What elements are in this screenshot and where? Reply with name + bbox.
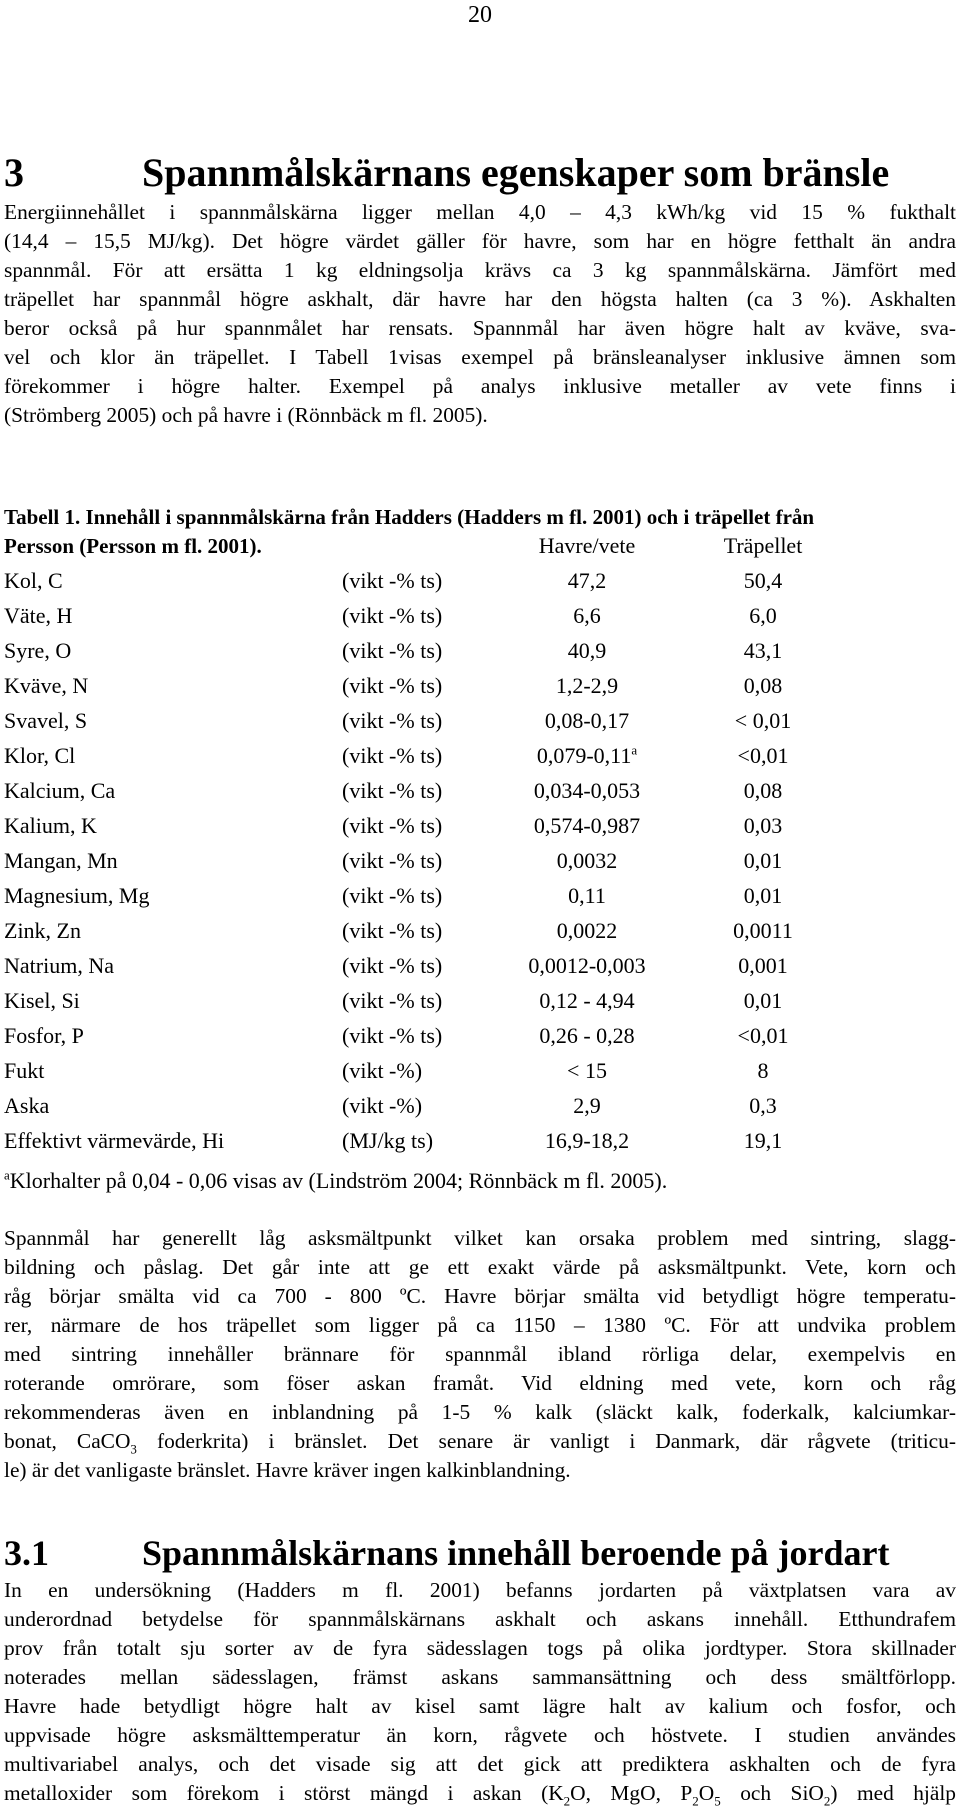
cell-text: <0,01 <box>737 742 789 768</box>
text-line: underordnad betydelse för spannmålskärnans askhalt och askans innehåll. Etthundrafem <box>4 1607 956 1631</box>
cell-text: 0,0012-0,003 <box>528 952 646 978</box>
text-line: råg börjar smälta vid ca 700 - 800 ºC. Havre börjar smälta vid betydligt högre temperatu- <box>4 1284 956 1308</box>
cell-text: (vikt -% ts) <box>342 707 443 733</box>
cell-text: 1,2-2,9 <box>555 672 619 698</box>
cell-text: <0,01 <box>737 1022 789 1048</box>
cell-text: Effektivt värmevärde, Hi <box>4 1127 225 1153</box>
trapellet-value-cell <box>682 738 844 773</box>
cell-text: 0,001 <box>738 952 788 978</box>
page-number: 20 <box>468 2 492 28</box>
havre-vete-value-cell <box>492 633 682 668</box>
soil-paragraph <box>4 1576 956 1808</box>
section-heading <box>4 150 956 196</box>
table-row <box>4 843 844 878</box>
table-body <box>4 563 844 1158</box>
text-line: prov från totalt sju sorter av de fyra sädesslagen togs på olika jordtyper. Stora skillnader <box>4 1636 956 1660</box>
footnote-marker: a <box>4 1167 10 1183</box>
subscript: 2 <box>692 1793 699 1809</box>
cell-text: 0,08-0,17 <box>544 707 630 733</box>
cell-text: 2,9 <box>573 1092 601 1118</box>
cell-text: Väte, H <box>4 602 73 628</box>
footnote-marker: a <box>631 742 638 758</box>
text-line: rer, närmare de hos träpellet som ligger på ca 1150 – 1380 ºC. För att undvika problem <box>4 1313 956 1337</box>
trapellet-value-cell <box>682 1088 844 1123</box>
element-name-cell <box>4 703 342 738</box>
havre-vete-value-cell <box>492 598 682 633</box>
subscript: 3 <box>130 1441 137 1457</box>
cell-text: Mangan, Mn <box>4 847 118 873</box>
text-fragment: metalloxider som förekom i störst mängd i askan (K <box>4 1781 564 1805</box>
header-cell <box>4 528 342 563</box>
section-title: Spannmålskärnans egenskaper som bränsle <box>142 150 890 195</box>
cell-text: Klor, Cl <box>4 742 76 768</box>
unit-cell <box>342 843 492 878</box>
cell-text: 0,01 <box>743 847 783 873</box>
trapellet-value-cell <box>682 703 844 738</box>
text-line: le) är det vanligaste bränslet. Havre kräver ingen kalkinblandning. <box>4 1458 571 1482</box>
cell-text: 8 <box>757 1057 769 1083</box>
text-line: beror också på hur spannmålet har rensats. Spannmål har även högre halt av kväve, sva- <box>4 316 956 340</box>
element-name-cell <box>4 1053 342 1088</box>
unit-cell <box>342 1088 492 1123</box>
cell-text: Kol, C <box>4 567 63 593</box>
table-row <box>4 948 844 983</box>
cell-text: (vikt -% ts) <box>342 917 443 943</box>
table-row <box>4 1088 844 1123</box>
havre-vete-value-cell <box>492 1088 682 1123</box>
text-fragment: O <box>698 1781 715 1805</box>
cell-text: (vikt -% ts) <box>342 567 443 593</box>
subscript: 5 <box>714 1793 721 1809</box>
cell-text: 0,3 <box>749 1092 777 1118</box>
havre-vete-value-cell <box>492 843 682 878</box>
unit-cell <box>342 1053 492 1088</box>
cell-text: (vikt -% ts) <box>342 987 443 1013</box>
cell-text: Fosfor, P <box>4 1022 84 1048</box>
cell-text: (vikt -%) <box>342 1092 423 1118</box>
text-fragment: bonat, CaCO <box>4 1429 131 1453</box>
havre-vete-value-cell <box>492 1123 682 1158</box>
table-row <box>4 773 844 808</box>
text-line: bildning och påslag. Det går inte att ge ett exakt värde på asksmältpunkt. Vete, korn och <box>4 1255 956 1279</box>
element-name-cell <box>4 843 342 878</box>
trapellet-value-cell <box>682 1018 844 1053</box>
text-line: Spannmål har generellt låg asksmältpunkt vilket kan orsaka problem med sintring, slagg- <box>4 1226 956 1250</box>
trapellet-value-cell <box>682 598 844 633</box>
unit-cell <box>342 1018 492 1053</box>
cell-text: 0,26 - 0,28 <box>539 1022 635 1048</box>
cell-text: 0,03 <box>743 812 783 838</box>
havre-vete-value-cell <box>492 738 682 773</box>
text-line: träpellet har spannmål högre askhalt, där havre har den högsta halten (ca 3 %). Askhalten <box>4 287 956 311</box>
trapellet-value-cell <box>682 948 844 983</box>
caption-line: Persson (Persson m fl. 2001). <box>4 534 262 558</box>
text-line: vel och klor än träpellet. I Tabell 1visas exempel på bränsleanalyser inklusive ämnen som <box>4 345 956 369</box>
table-row <box>4 1018 844 1053</box>
text-line: (Strömberg 2005) och på havre i (Rönnbäck m fl. 2005). <box>4 403 488 427</box>
cell-text: 6,0 <box>749 602 777 628</box>
unit-cell <box>342 563 492 598</box>
cell-text: 40,9 <box>567 637 607 663</box>
table-row <box>4 1123 844 1158</box>
subsection-number: 3.1 <box>4 1533 49 1573</box>
trapellet-value-cell <box>682 878 844 913</box>
caption-line: Tabell 1. Innehåll i spannmålskärna från Hadders (Hadders m fl. 2001) och i träpellet från <box>4 505 815 529</box>
trapellet-value-cell <box>682 633 844 668</box>
unit-cell <box>342 1123 492 1158</box>
cell-text: < 0,01 <box>734 707 792 733</box>
header-havre-vete: Havre/vete <box>538 532 636 558</box>
cell-text: Aska <box>4 1092 50 1118</box>
ash-melting-paragraph <box>4 1224 956 1485</box>
text-fragment: foderkrita) i bränslet. Det senare är vanligt i Danmark, där rågvete (triticu- <box>136 1429 956 1453</box>
trapellet-value-cell <box>682 1123 844 1158</box>
cell-text: (vikt -% ts) <box>342 882 443 908</box>
element-name-cell <box>4 633 342 668</box>
cell-text: 0,0011 <box>733 917 793 943</box>
cell-text: Kalium, K <box>4 812 97 838</box>
table-row <box>4 1053 844 1088</box>
cell-text: Kisel, Si <box>4 987 80 1013</box>
cell-text: 0,08 <box>743 777 783 803</box>
cell-text: (MJ/kg ts) <box>342 1127 434 1153</box>
unit-cell <box>342 878 492 913</box>
havre-vete-value-cell <box>492 1018 682 1053</box>
havre-vete-value-cell <box>492 808 682 843</box>
unit-cell <box>342 808 492 843</box>
trapellet-value-cell <box>682 913 844 948</box>
element-name-cell <box>4 598 342 633</box>
element-name-cell <box>4 983 342 1018</box>
element-name-cell <box>4 808 342 843</box>
subsection-heading <box>4 1532 956 1574</box>
cell-text: Fukt <box>4 1057 45 1083</box>
cell-text: 43,1 <box>743 637 783 663</box>
text-line: Energiinnehållet i spannmålskärna ligger mellan 4,0 – 4,3 kWh/kg vid 15 % fukthalt <box>4 200 956 224</box>
cell-text: Syre, O <box>4 637 72 663</box>
trapellet-value-cell <box>682 668 844 703</box>
footnote-text: Klorhalter på 0,04 - 0,06 visas av (Lindström 2004; Rönnbäck m fl. 2005). <box>9 1168 668 1193</box>
cell-text: < 15 <box>567 1057 607 1083</box>
havre-vete-value-cell <box>492 668 682 703</box>
unit-cell <box>342 668 492 703</box>
trapellet-value-cell <box>682 983 844 1018</box>
havre-vete-value-cell <box>492 983 682 1018</box>
cell-text: 0,01 <box>743 987 783 1013</box>
text-line: spannmål. För att ersätta 1 kg eldningsolja krävs ca 3 kg spannmålskärna. Jämfört med <box>4 258 956 282</box>
cell-text: 47,2 <box>567 567 607 593</box>
cell-text: 6,6 <box>573 602 601 628</box>
havre-vete-value-cell <box>492 773 682 808</box>
intro-paragraph <box>4 198 956 430</box>
havre-vete-value-cell <box>492 878 682 913</box>
text-line: noterades mellan sädesslagen, främst askans sammansättning och dess smältförlopp. <box>4 1665 956 1689</box>
cell-text: 0,079-0,11 <box>536 742 632 768</box>
cell-text: 0,034-0,053 <box>533 777 641 803</box>
text-line: uppvisade högre asksmälttemperatur än korn, rågvete och höstvete. I studien användes <box>4 1723 956 1747</box>
cell-text: (vikt -% ts) <box>342 777 443 803</box>
cell-text: Natrium, Na <box>4 952 114 978</box>
cell-text: (vikt -% ts) <box>342 637 443 663</box>
unit-cell <box>342 913 492 948</box>
text-line: rekommenderas även en inblandning på 1-5 % kalk (släckt kalk, foderkalk, kalciumkar- <box>4 1400 956 1424</box>
table-row <box>4 878 844 913</box>
text-line: multivariabel analys, och det visade sig att det gick att prediktera askhalten och de fyra <box>4 1752 956 1776</box>
unit-cell <box>342 703 492 738</box>
element-name-cell <box>4 913 342 948</box>
subscript: 2 <box>563 1793 571 1809</box>
cell-text: 0,0032 <box>556 847 618 873</box>
text-fragment: O, MgO, P <box>570 1781 693 1805</box>
cell-text: (vikt -%) <box>342 1057 423 1083</box>
element-name-cell <box>4 1088 342 1123</box>
text-line <box>4 1427 956 1456</box>
cell-text: Magnesium, Mg <box>4 882 150 908</box>
fuel-analysis-table <box>4 528 844 1158</box>
table-row <box>4 983 844 1018</box>
text-fragment: ) med hjälp <box>830 1781 957 1805</box>
cell-text: (vikt -% ts) <box>342 672 443 698</box>
table-row <box>4 563 844 598</box>
table-footnote <box>4 1166 667 1196</box>
text-fragment: och SiO <box>720 1781 824 1805</box>
unit-cell <box>342 983 492 1018</box>
havre-vete-value-cell <box>492 1053 682 1088</box>
cell-text: (vikt -% ts) <box>342 742 443 768</box>
element-name-cell <box>4 738 342 773</box>
text-line: förekommer i högre halter. Exempel på analys inklusive metaller av vete finns i <box>4 374 956 398</box>
table-row <box>4 738 844 773</box>
table-row <box>4 668 844 703</box>
table-row <box>4 808 844 843</box>
text-line <box>4 1779 956 1808</box>
table-row <box>4 633 844 668</box>
cell-text: Svavel, S <box>4 707 88 733</box>
unit-cell <box>342 738 492 773</box>
cell-text: 0,08 <box>743 672 783 698</box>
trapellet-value-cell <box>682 773 844 808</box>
element-name-cell <box>4 1018 342 1053</box>
cell-text: 0,0022 <box>556 917 618 943</box>
unit-cell <box>342 598 492 633</box>
table-row <box>4 703 844 738</box>
cell-text: (vikt -% ts) <box>342 847 443 873</box>
text-line: roterande omrörare, som föser askan framåt. Vid eldning med vete, korn och råg <box>4 1371 956 1395</box>
text-line: In en undersökning (Hadders m fl. 2001) befanns jordarten på växtplatsen vara av <box>4 1578 956 1602</box>
cell-text: 0,12 - 4,94 <box>539 987 635 1013</box>
unit-cell <box>342 633 492 668</box>
section-number: 3 <box>4 150 24 195</box>
cell-text: (vikt -% ts) <box>342 812 443 838</box>
element-name-cell <box>4 668 342 703</box>
subscript: 2 <box>823 1793 831 1809</box>
havre-vete-value-cell <box>492 948 682 983</box>
havre-vete-value-cell <box>492 703 682 738</box>
unit-cell <box>342 948 492 983</box>
cell-text: 0,01 <box>743 882 783 908</box>
havre-vete-value-cell <box>492 563 682 598</box>
text-line: Havre hade betydligt högre halt av kisel samt lägre halt av kalium och fosfor, och <box>4 1694 956 1718</box>
text-line: (14,4 – 15,5 MJ/kg). Det högre värdet gäller för havre, som har en högre fetthalt än andra <box>4 229 956 253</box>
cell-text: 50,4 <box>743 567 783 593</box>
cell-text: 0,11 <box>568 882 606 908</box>
cell-text: (vikt -% ts) <box>342 1022 443 1048</box>
table-row <box>4 913 844 948</box>
element-name-cell <box>4 878 342 913</box>
cell-text: Zink, Zn <box>4 917 81 943</box>
header-trapellet: Träpellet <box>723 532 803 558</box>
cell-text: 0,574-0,987 <box>533 812 641 838</box>
trapellet-value-cell <box>682 843 844 878</box>
table-header-row <box>4 528 844 563</box>
header-cell <box>342 528 492 563</box>
element-name-cell <box>4 773 342 808</box>
cell-text: 16,9-18,2 <box>544 1127 630 1153</box>
element-name-cell <box>4 948 342 983</box>
cell-text: Kalcium, Ca <box>4 777 116 803</box>
trapellet-value-cell <box>682 563 844 598</box>
table-row <box>4 598 844 633</box>
cell-text: 19,1 <box>743 1127 783 1153</box>
cell-text: (vikt -% ts) <box>342 602 443 628</box>
trapellet-value-cell <box>682 1053 844 1088</box>
subsection-title: Spannmålskärnans innehåll beroende på jordart <box>142 1533 890 1573</box>
element-name-cell <box>4 563 342 598</box>
element-name-cell <box>4 1123 342 1158</box>
cell-text: Kväve, N <box>4 672 89 698</box>
unit-cell <box>342 773 492 808</box>
havre-vete-value-cell <box>492 913 682 948</box>
text-line: med sintring innehåller brännare för spannmål ibland rörliga delar, exempelvis en <box>4 1342 956 1366</box>
cell-text: (vikt -% ts) <box>342 952 443 978</box>
trapellet-value-cell <box>682 808 844 843</box>
